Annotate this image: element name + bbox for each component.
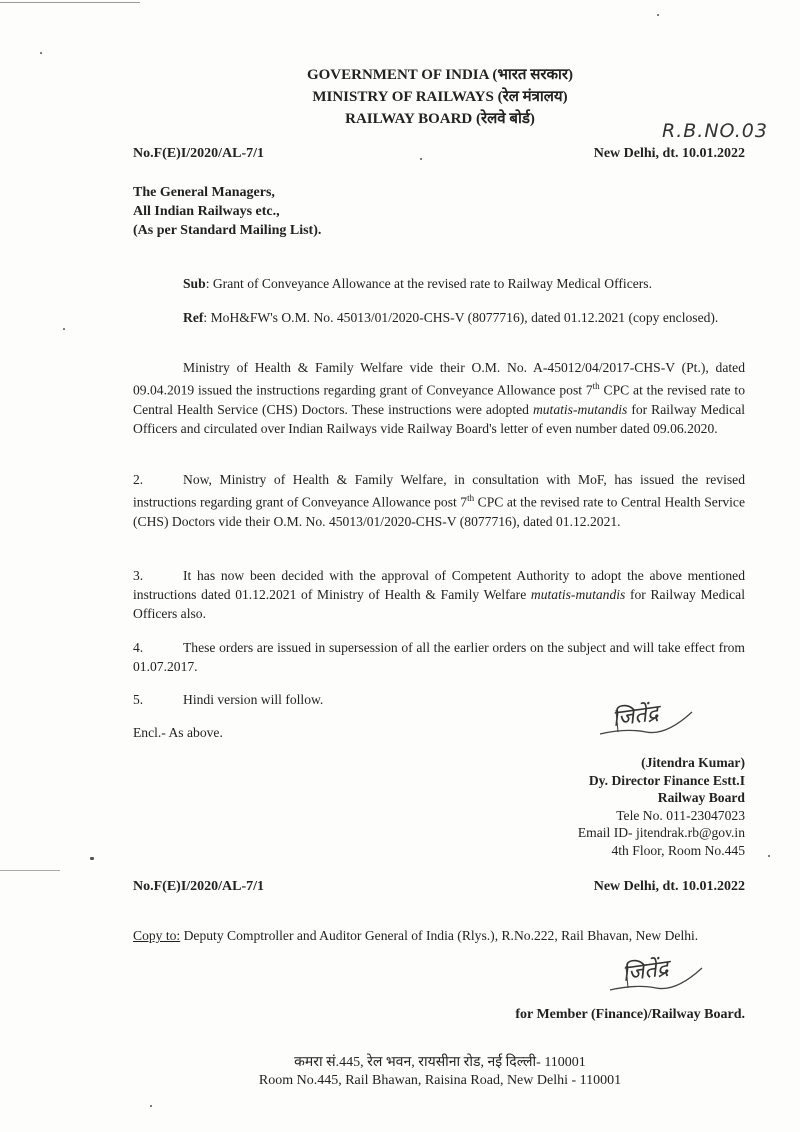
signatory-office: Railway Board: [657, 790, 745, 805]
letter-date: New Delhi, dt. 10.01.2022: [593, 146, 745, 161]
addressee-line-3: (As per Standard Mailing List).: [133, 223, 322, 238]
scan-edge-line: [0, 2, 140, 3]
paragraph-2-text-1: Now, Ministry of Health & Family Welfare, in consultation with MoF, has issued the revised instructions regarding grant of Conveyance Allowance post 7: [133, 472, 745, 510]
intro-text-2: CPC at the revised rate to Central Health Service (CHS) Doctors. These instructions were adopted: [133, 382, 745, 417]
header-line-2: MINISTRY OF RAILWAYS (रेल मंत्रालय): [312, 89, 568, 105]
scan-edge-mark: [0, 870, 60, 871]
subject-label: Sub: [183, 276, 206, 291]
paragraph-5-text: Hindi version will follow.: [183, 692, 324, 707]
letter-reference-number: No.F(E)I/2020/AL-7/1: [133, 146, 265, 161]
scan-speck: [768, 855, 770, 857]
signatory-designation: Dy. Director Finance Estt.I: [588, 772, 745, 788]
signatory-name: (Jitendra Kumar): [641, 755, 745, 770]
copy-to-label: Copy to:: [133, 928, 181, 943]
scan-speck: [150, 1105, 152, 1107]
paragraph-3-text-2: for Railway Medical Officers also.: [133, 587, 745, 621]
signature-stroke-icon: [596, 704, 696, 740]
scan-speck: [657, 14, 659, 16]
signatory-email: Email ID- jitendrak.rb@gov.in: [577, 825, 745, 840]
intro-paragraph: [133, 358, 745, 438]
paragraph-4: [133, 638, 745, 676]
handwritten-board-number: R.B.NO.03: [662, 120, 768, 142]
addressee-line-2: All Indian Railways etc.,: [133, 204, 280, 219]
signature-stroke-icon-2: [606, 960, 706, 996]
signature-handwritten: जितेंद्र: [610, 700, 660, 733]
scan-speck: [40, 52, 42, 54]
addressee-block: [133, 183, 321, 240]
header-line-3: RAILWAY BOARD (रेलवे बोर्ड): [345, 111, 535, 127]
subject-line: [183, 274, 652, 293]
scan-speck: [63, 328, 65, 330]
copy-letter-date: New Delhi, dt. 10.01.2022: [593, 879, 745, 894]
reference-paragraph: [133, 308, 745, 327]
reference-text: : MoH&FW's O.M. No. 45013/01/2020-CHS-V (8077716), dated 01.12.2021 (copy enclosed).: [203, 310, 719, 325]
footer-hindi-address: कमरा सं.445, रेल भवन, रायसीना रोड, नई दिल्ली- 110001: [294, 1055, 586, 1070]
intro-italic: mutatis-mutandis: [532, 401, 628, 417]
intro-text-3: for Railway Medical Officers and circulated over Indian Railways vide Railway Board's letter of even number dated 09.06.2020.: [133, 401, 745, 436]
signatory-room: 4th Floor, Room No.445: [611, 842, 745, 858]
reference-label: Ref: [183, 310, 204, 325]
paragraph-3-number: 3.: [133, 568, 144, 583]
for-member-finance: for Member (Finance)/Railway Board.: [515, 1007, 745, 1022]
signatory-block: [578, 754, 745, 859]
paragraph-2-number: 2.: [133, 472, 144, 487]
paragraph-4-number: 4.: [133, 640, 144, 655]
paragraph-3-text-1: It has now been decided with the approval of Competent Authority to adopt the above mentioned instructions dated 01.12.2021 of Ministry of Health & Family Welfare: [133, 568, 745, 602]
paragraph-2-superscript: th: [467, 493, 475, 503]
intro-text-1: Ministry of Health & Family Welfare vide their O.M. No. A-45012/04/2017-CHS-V (Pt.), dated 09.04.2019 issued the instructions regarding grant of Conveyance Allowance post 7: [133, 360, 745, 398]
paragraph-3: [133, 566, 745, 623]
scan-speck: [420, 158, 422, 160]
addressee-line-1: The General Managers,: [133, 185, 275, 200]
copy-to-text: Deputy Comptroller and Auditor General of India (Rlys.), R.No.222, Rail Bhavan, New Delhi.: [180, 928, 699, 943]
paragraph-2-text-2: CPC at the revised rate to Central Health Service (CHS) Doctors vide their O.M. No. 45013/01/2020-CHS-V (8077716), dated 01.12.2021.: [133, 494, 746, 529]
paragraph-5-number: 5.: [133, 692, 144, 707]
paragraph-2: [133, 470, 745, 531]
copy-to-paragraph: [133, 926, 745, 945]
header-line-1: GOVERNMENT OF INDIA (भारत सरकार): [306, 67, 574, 83]
enclosure-note: Encl.- As above.: [133, 725, 223, 740]
signatory-phone: Tele No. 011-23047023: [616, 807, 745, 823]
footer-english-address: Room No.445, Rail Bhawan, Raisina Road, New Delhi - 110001: [258, 1073, 622, 1088]
intro-superscript: th: [592, 381, 600, 391]
signature-handwritten-2: जितेंद्र: [620, 955, 670, 988]
subject-text: : Grant of Conveyance Allowance at the revised rate to Railway Medical Officers.: [205, 276, 652, 291]
copy-reference-number: No.F(E)I/2020/AL-7/1: [133, 879, 265, 894]
paragraph-3-italic: mutatis-mutandis: [530, 587, 626, 602]
scan-speck: [90, 857, 94, 860]
paragraph-4-text: These orders are issued in supersession of all the earlier orders on the subject and will take effect from 01.07.2017.: [133, 640, 745, 674]
